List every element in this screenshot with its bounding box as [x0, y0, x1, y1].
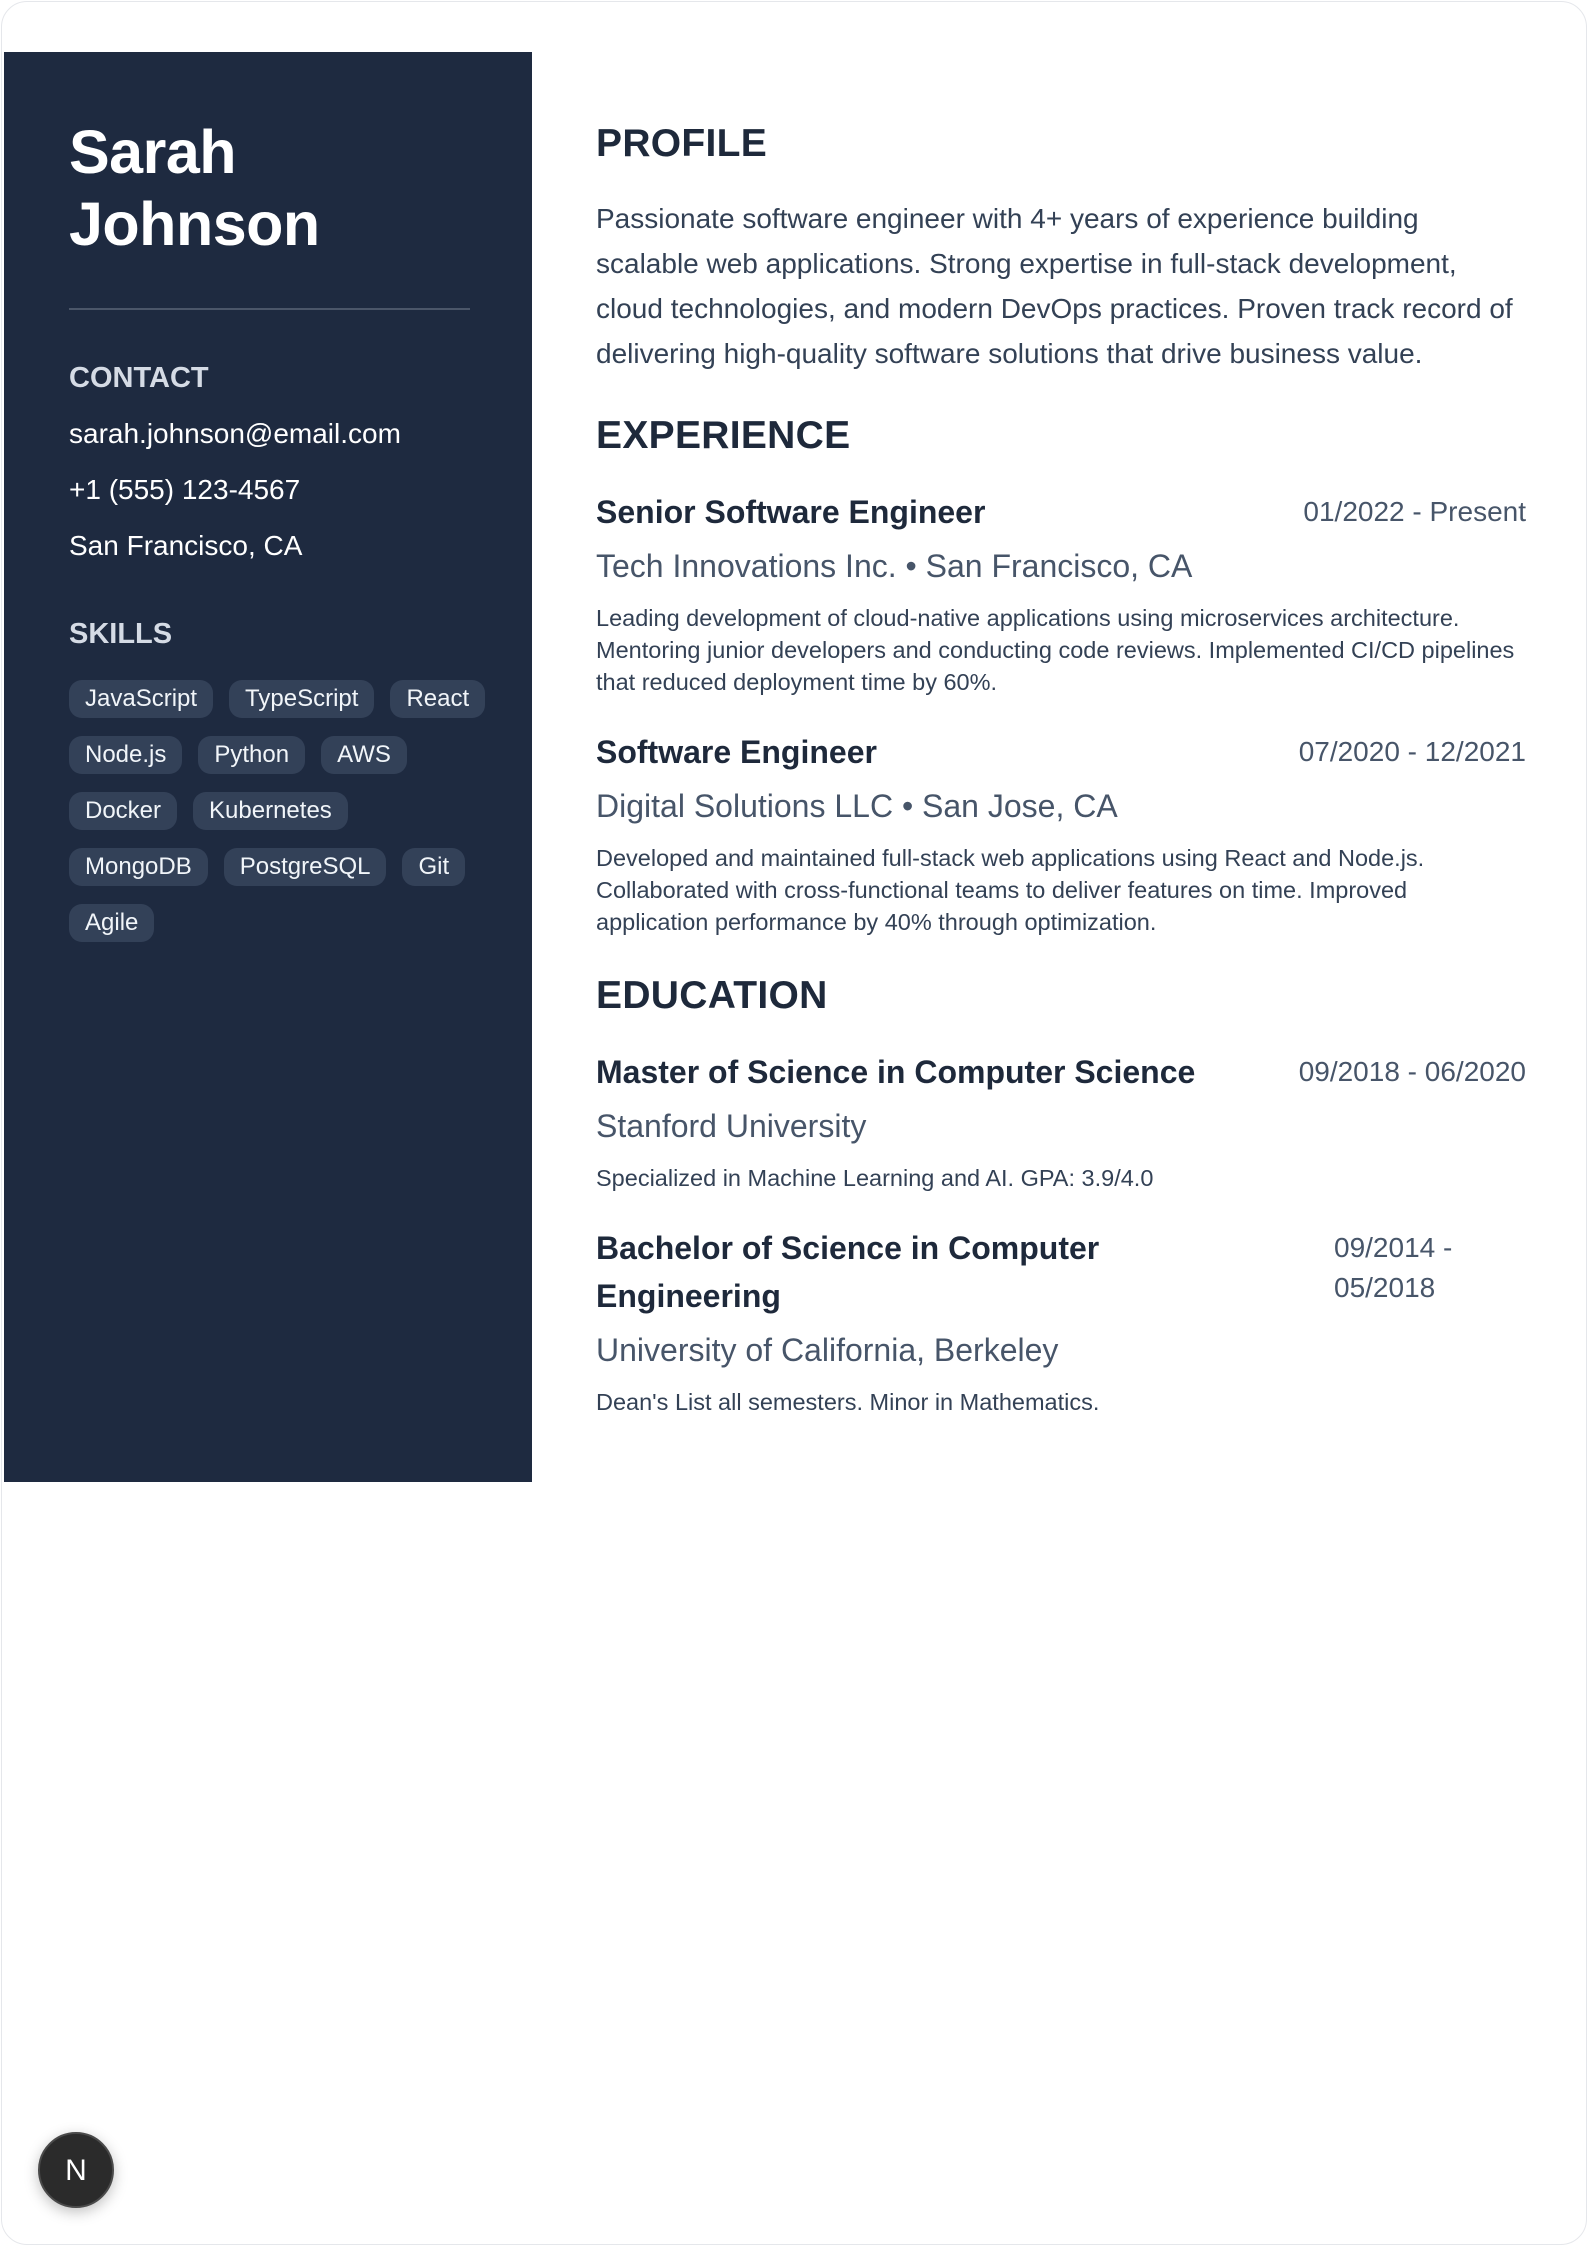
job-title: Software Engineer [596, 734, 877, 770]
skill-chip: React [390, 680, 485, 718]
nextjs-badge-button[interactable] [38, 2132, 114, 2208]
education-item [596, 1224, 1526, 1418]
candidate-first-name: Sarah [69, 118, 237, 186]
skill-chip: TypeScript [229, 680, 374, 718]
skills-list [69, 680, 489, 942]
profile-summary: Passionate software engineer with 4+ years of experience building scalable web applications. Strong expertise in full-stack development, cloud technologies, and modern DevOps practices. Proven track record of delivering high-quality software solutions that drive business value. [596, 203, 1513, 369]
education-section [596, 974, 1526, 1418]
education-item [596, 1048, 1526, 1194]
sidebar-divider [69, 308, 470, 310]
resume-main [596, 122, 1526, 1418]
school-name: University of California, Berkeley [596, 1332, 1059, 1368]
job-dates: 07/2020 - 12/2021 [1298, 736, 1526, 767]
resume-sidebar [4, 52, 532, 1482]
degree-title: Master of Science in Computer Science [596, 1054, 1196, 1090]
skill-chip: Node.js [69, 736, 182, 774]
skill-chip: MongoDB [69, 848, 208, 886]
profile-heading: PROFILE [596, 122, 768, 165]
degree-title: Bachelor of Science in Computer Engineering [596, 1230, 1100, 1314]
skills-heading: SKILLS [69, 618, 173, 650]
education-heading: EDUCATION [596, 974, 828, 1017]
education-dates: 09/2014 - 05/2018 [1334, 1232, 1453, 1303]
job-description: Developed and maintained full-stack web applications using React and Node.js. Collaborated with cross-functional teams to deliver features on time. Improved application performance by 40% through optimization. [596, 845, 1425, 935]
education-dates: 09/2018 - 06/2020 [1298, 1056, 1526, 1087]
resume-page [1, 1, 1587, 2245]
job-dates: 01/2022 - Present [1303, 496, 1526, 527]
candidate-name [69, 116, 468, 260]
school-name: Stanford University [596, 1108, 867, 1144]
job-description: Leading development of cloud-native applications using microservices architecture. Mentoring junior developers and conducting code reviews. Implemented CI/CD pipelines that reduced deployment time by 60%. [596, 605, 1515, 695]
job-company: Digital Solutions LLC • San Jose, CA [596, 788, 1118, 824]
contact-phone: +1 (555) 123-4567 [69, 474, 301, 505]
skill-chip: Python [198, 736, 305, 774]
education-description: Dean's List all semesters. Minor in Mathematics. [596, 1389, 1100, 1415]
nextjs-logo-icon [55, 2149, 97, 2191]
experience-heading: EXPERIENCE [596, 414, 851, 457]
skill-chip: Kubernetes [193, 792, 348, 830]
education-description: Specialized in Machine Learning and AI. GPA: 3.9/4.0 [596, 1165, 1154, 1191]
skill-chip: Git [402, 848, 465, 886]
experience-item [596, 728, 1526, 938]
skill-chip: JavaScript [69, 680, 213, 718]
skill-chip: PostgreSQL [224, 848, 387, 886]
contact-location: San Francisco, CA [69, 530, 303, 561]
badge-letter: N [65, 2154, 87, 2187]
contact-heading: CONTACT [69, 362, 209, 394]
skill-chip: Agile [69, 904, 154, 942]
job-company: Tech Innovations Inc. • San Francisco, CA [596, 548, 1193, 584]
experience-item [596, 488, 1526, 698]
skill-chip: Docker [69, 792, 177, 830]
experience-section [596, 414, 1526, 938]
skill-chip: AWS [321, 736, 407, 774]
candidate-last-name: Johnson [69, 190, 320, 258]
job-title: Senior Software Engineer [596, 494, 986, 530]
contact-list [69, 406, 468, 574]
profile-section [596, 122, 1526, 376]
contact-email: sarah.johnson@email.com [69, 418, 401, 449]
